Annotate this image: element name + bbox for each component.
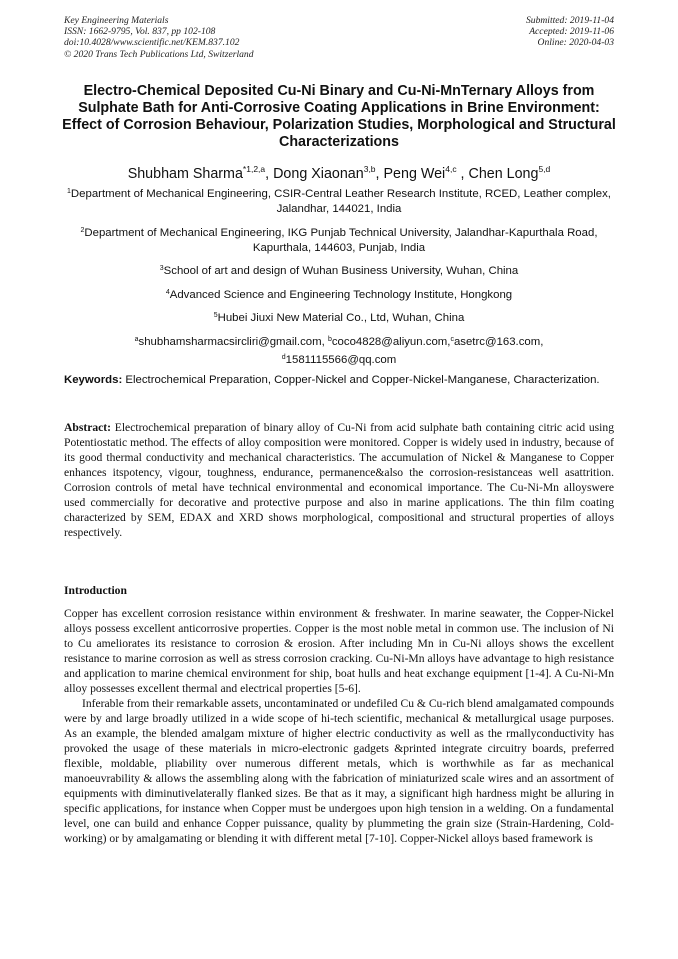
body-paragraph: Inferable from their remarkable assets, uncontaminated or undefiled Cu & Cu-rich blend amalgamated compounds were by and large broadly utilized in a wide scope of hi-tech scientific, mechanical & metallurgical usage purposes. As an example, the blended amalgam mixture of higher electric conductivity as well as the rmallyconductivity has provoked the usage of these materials in micro-electronic gadgets &printed integrate circuitry boards, preferred flexible, moldable, pliability over numerous different metals, which is worthwhile as far as mechanical manoeuvrability & allows the assembling along with the fabrication of miniaturized scale wires and an assortment of equipments with diminutivelaterally flanked sizes. Be that as it may, a significant high hardness might be alluring in specific applications, for instance when Copper must be undergoes upon high tension in a welding. On a fundamental level, one can build and enhance Copper puissance, quality by plummeting the grain size (Strain-Hardening, Cold-working) or by amalgamating or blending it with different metal [7-10]. Copper-Nickel alloys based framework is: [64, 697, 614, 845]
doi-line: doi:10.4028/www.scientific.net/KEM.837.102: [64, 37, 240, 49]
keywords-text: Electrochemical Preparation, Copper-Nickel and Copper-Nickel-Manganese, Characterization.: [122, 374, 600, 386]
affiliation: $^4$Advanced Science and Engineering Technology Institute, Hongkong: [165, 288, 513, 301]
email-list: [64, 332, 614, 369]
author: Dong Xiaonan$^{3,b}$,: [273, 164, 384, 182]
submitted-date: Submitted: 2019-11-04: [525, 15, 614, 26]
paper-title: Electro-Chemical Deposited Cu-Ni Binary and Cu-Ni-MnTernary Alloys from Sulphate Bath for Anti-Corrosive Coating Applications in Brine Environment: Effect of Corrosion Behaviour, Polarization Studies, Morphological and Structural Characterizations: [62, 83, 616, 150]
author-list: [0, 160, 678, 183]
body-paragraph: Copper has excellent corrosion resistance within environment & freshwater. In marine seawater, the Copper-Nickel alloys possess excellent anticorrosive properties. Copper is the most noble metal in common use. The inclusion of Ni to Cu ameliorates its resistance to corrosion & erosion. After including Mn in Cu-Ni alloys shows the excellent resistance to marine corrosion as well as stress corrosion cracking. Cu-Ni-Mn alloys have advantage to high resistance and application to marine chemical environment for ship, boat hulls and heat exchange equipment [1-4]. A Cu-Ni-Mn alloy possesses excellent thermal and electrical properties [5-6].: [64, 607, 614, 695]
author: Peng Wei$^{4,c}$ ,: [383, 164, 469, 182]
affiliation: $^2$Department of Mechanical Engineering, IKG Punjab Technical University, Jalandhar-Kapurthala Road, Kapurthala, 144603, Punjab, India: [80, 226, 598, 254]
dates-info: [526, 15, 614, 49]
journal-name: Key Engineering Materials: [64, 15, 169, 26]
copyright-line: © 2020 Trans Tech Publications Ltd, Switzerland: [64, 48, 254, 60]
section-heading: Introduction: [64, 584, 127, 597]
abstract-label: Abstract:: [64, 421, 112, 434]
author: Chen Long$^{5,d}$: [468, 164, 551, 182]
affiliation: $^1$Department of Mechanical Engineering, CSIR-Central Leather Research Institute, RCED, Leather complex, Jalandhar, 144021, India: [67, 188, 611, 215]
affiliation-list: [64, 184, 614, 369]
accepted-date: Accepted: 2019-11-06: [529, 26, 614, 38]
abstract-text: Electrochemical preparation of binary alloy of Cu-Ni from acid sulphate bath containing citric acid using Potentiostatic method. The effects of alloy composition were monitored. Copper is widely used in industry, because of its good thermal conductivity and mechanical characteristics. The accumulation of Nickel & Manganese to Copper enhances itspotency, vigour, toughness, endurance, permanence&also the corrosion-resistanceas well asattrition. Corrosion controls of metal have technical environmental and economical importance. The Cu-Ni-Mn alloyswere used commercially for decorative and protective purpose and also in marine applications. The thin film coating characterized by SEM, EDAX and XRD shows morphological, compositional and structural properties of alloys respectively.: [64, 421, 614, 539]
email: $^c$asetrc@163.com,: [450, 335, 544, 348]
author: Shubham Sharma$^{*1,2,a}$,: [127, 164, 274, 182]
journal-info: [64, 15, 254, 60]
issn-line: ISSN: 1662-9795, Vol. 837, pp 102-108: [64, 26, 216, 38]
section-body: [64, 606, 614, 846]
email: $^b$coco4828@aliyun.com,: [327, 335, 451, 348]
keywords-label: Keywords:: [64, 374, 123, 386]
affiliation: $^5$Hubei Jiuxi New Material Co., Ltd, Wuhan, China: [213, 312, 465, 324]
affiliation: $^3$School of art and design of Wuhan Business University, Wuhan, China: [159, 265, 519, 277]
online-date: Online: 2020-04-03: [537, 37, 614, 49]
email: $^d$1581115566@qq.com: [281, 354, 397, 366]
email: $^a$shubhamsharmacsircliri@gmail.com,: [134, 335, 328, 348]
keywords-paragraph: [64, 374, 614, 387]
abstract-paragraph: [64, 420, 614, 540]
